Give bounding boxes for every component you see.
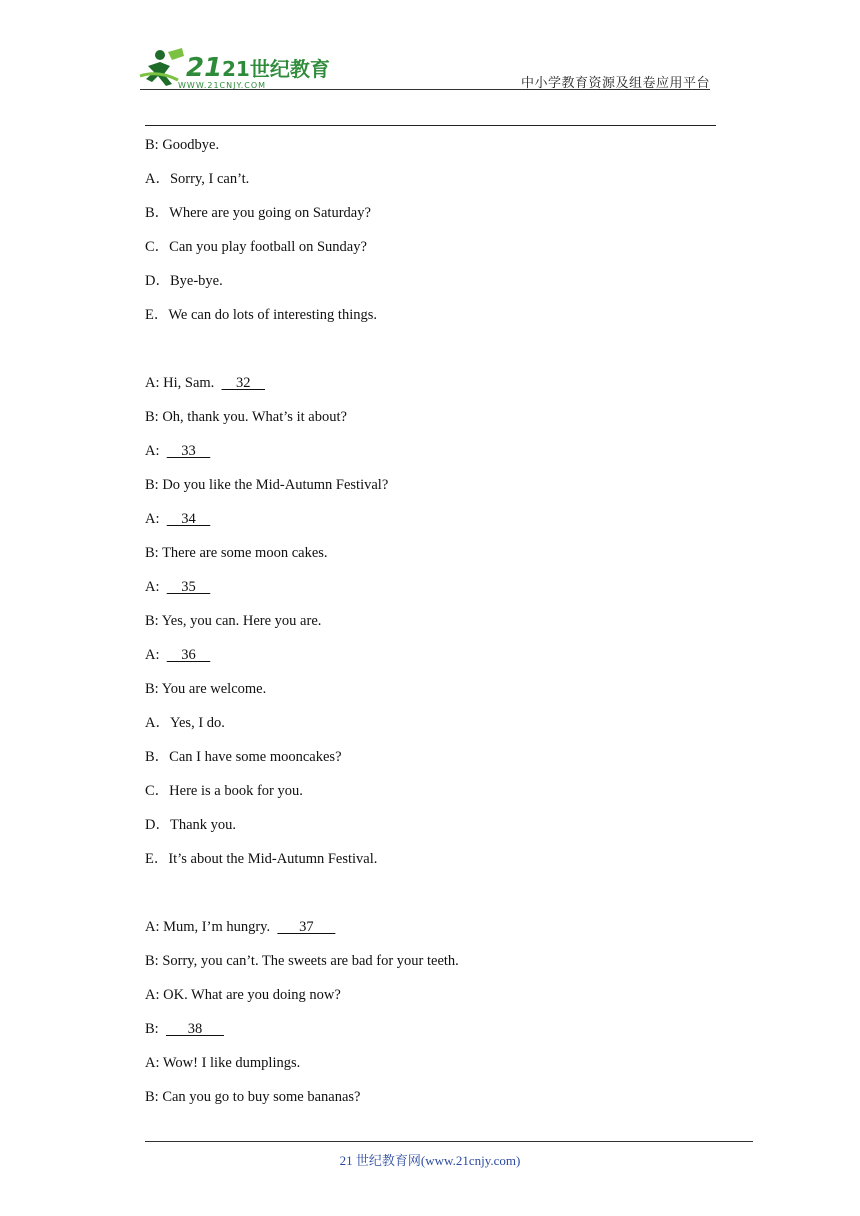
line-text: D．Bye-bye.	[145, 273, 223, 289]
dialogue-content	[145, 135, 725, 1121]
line-text: B: Goodbye.	[145, 137, 220, 153]
line-text: A: Mum, I’m hungry.	[145, 919, 278, 935]
answer-blank: 32	[221, 375, 266, 391]
line-text: A: Wow! I like dumplings.	[145, 1055, 301, 1071]
line-text: B: Oh, thank you. What’s it about?	[145, 409, 347, 425]
line-text: B: Can you go to buy some bananas?	[145, 1089, 361, 1105]
line-text: B．Where are you going on Saturday?	[145, 205, 371, 221]
dialogue-line	[145, 679, 725, 713]
answer-blank: 36	[166, 647, 211, 663]
dialogue-line	[145, 305, 725, 339]
line-text: E．We can do lots of interesting things.	[145, 307, 377, 323]
dialogue-line	[145, 917, 725, 951]
dialogue-line	[145, 747, 725, 781]
line-text: B: Do you like the Mid-Autumn Festival?	[145, 477, 389, 493]
dialogue-line	[145, 543, 725, 577]
dialogue-line	[145, 1053, 725, 1087]
line-text: E．It’s about the Mid-Autumn Festival.	[145, 851, 378, 867]
dialogue-line	[145, 1019, 725, 1053]
dialogue-line	[145, 985, 725, 1019]
dialogue-line	[145, 169, 725, 203]
dialogue-line	[145, 713, 725, 747]
site-logo	[138, 46, 330, 92]
line-text: B: Yes, you can. Here you are.	[145, 613, 322, 629]
answer-blank: 37	[277, 919, 336, 935]
logo-url-text: WWW.21CNJY.COM	[178, 81, 267, 90]
dialogue-line	[145, 509, 725, 543]
dialogue-line	[145, 577, 725, 611]
header-divider	[140, 89, 710, 90]
line-text: A: OK. What are you doing now?	[145, 987, 341, 1003]
line-text: C．Can you play football on Sunday?	[145, 239, 367, 255]
dialogue-line	[145, 441, 725, 475]
runner-logo-icon	[138, 46, 330, 92]
line-text: A:	[145, 579, 167, 595]
line-text: B:	[145, 1021, 166, 1037]
dialogue-line	[145, 951, 725, 985]
dialogue-line	[145, 407, 725, 441]
content-top-divider	[145, 125, 716, 126]
answer-blank: 38	[165, 1021, 224, 1037]
line-text: A: Hi, Sam.	[145, 375, 222, 391]
dialogue-line	[145, 611, 725, 645]
dialogue-line	[145, 645, 725, 679]
svg-text:21: 21	[186, 53, 223, 83]
line-text: D．Thank you.	[145, 817, 237, 833]
platform-label: 中小学教育资源及组卷应用平台	[520, 76, 710, 91]
dialogue-line	[145, 203, 725, 237]
line-text: B: You are welcome.	[145, 681, 267, 697]
line-text: A:	[145, 511, 167, 527]
line-text: B．Can I have some mooncakes?	[145, 749, 342, 765]
answer-blank: 33	[166, 443, 211, 459]
footer-text: 21 世纪教育网(www.21cnjy.com)	[339, 1153, 521, 1168]
line-text: A．Yes, I do.	[145, 715, 225, 731]
line-text: A:	[145, 443, 167, 459]
dialogue-line	[145, 1087, 725, 1121]
answer-blank: 35	[166, 579, 211, 595]
dialogue-line	[145, 781, 725, 815]
line-text: B: Sorry, you can’t. The sweets are bad for your teeth.	[145, 953, 459, 969]
section-gap	[145, 883, 725, 917]
page-header	[0, 0, 860, 100]
answer-blank: 34	[166, 511, 211, 527]
line-text: C．Here is a book for you.	[145, 783, 303, 799]
dialogue-line	[145, 271, 725, 305]
line-text: A:	[145, 647, 167, 663]
dialogue-line	[145, 135, 725, 169]
line-text: B: There are some moon cakes.	[145, 545, 328, 561]
footer-divider	[145, 1141, 753, 1142]
dialogue-line	[145, 237, 725, 271]
dialogue-line	[145, 373, 725, 407]
section-gap	[145, 339, 725, 373]
logo-text: 21世纪教育	[222, 57, 330, 81]
line-text: A．Sorry, I can’t.	[145, 171, 250, 187]
dialogue-line	[145, 475, 725, 509]
dialogue-line	[145, 815, 725, 849]
dialogue-line	[145, 849, 725, 883]
